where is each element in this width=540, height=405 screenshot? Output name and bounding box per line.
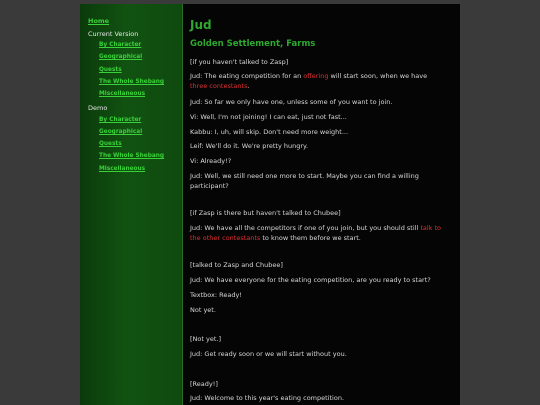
nav-current-geographical[interactable]: Geographical xyxy=(99,54,143,60)
page-frame xyxy=(80,4,460,405)
dialogue-line: Vi: Already!? xyxy=(190,157,232,165)
talk-to-contestants-link[interactable]: talk to the other contestants xyxy=(190,224,442,242)
nav-demo-miscellaneous[interactable]: Miscellaneous xyxy=(99,166,146,172)
dialogue-line: Jud: Well, we still need one more to start. Maybe you can find a willing participant? xyxy=(190,172,419,190)
page-subtitle: Golden Settlement, Farms xyxy=(190,39,316,49)
nav-current-quests[interactable]: Quests xyxy=(99,67,122,73)
dialogue-line: Leif: We'll do it. We're pretty hungry. xyxy=(190,142,309,150)
nav-demo-by-character[interactable]: By Character xyxy=(99,117,142,123)
page-title: Jud xyxy=(190,18,212,32)
dialogue-line: Jud: We have everyone for the eating competition, are you ready to start? xyxy=(190,276,431,284)
three-contestants-link[interactable]: three contestants xyxy=(190,81,248,90)
dialogue-line: [Not yet.] xyxy=(190,335,221,343)
dialogue-line: [if Zasp is there but haven't talked to Chubee] xyxy=(190,209,341,217)
dialogue-line: [Ready!] xyxy=(190,380,218,388)
dialogue-line: [talked to Zasp and Chubee] xyxy=(190,261,283,269)
main-content xyxy=(183,4,460,405)
dialogue-line: Textbox: Ready! xyxy=(190,291,242,299)
sidebar-nav xyxy=(80,4,183,405)
nav-current-whole-shebang[interactable]: The Whole Shebang xyxy=(99,79,165,85)
dialogue-line: Jud: Get ready soon or we will start without you. xyxy=(190,350,347,358)
offering-link[interactable]: offering xyxy=(303,72,329,80)
nav-home-link[interactable]: Home xyxy=(88,17,110,25)
nav-demo-whole-shebang[interactable]: The Whole Shebang xyxy=(99,153,165,159)
dialogue-line: Not yet. xyxy=(190,306,216,314)
dialogue-line: Jud: Welcome to this year's eating competition. xyxy=(190,394,345,402)
dialogue-line: Vi: Well, I'm not joining! I can eat, just not fast... xyxy=(190,113,347,121)
dialogue-line: Kabbu: I, uh, will skip. Don't need more weight... xyxy=(190,128,349,136)
dialogue-line: Jud: We have all the competitors if one of you join, but you should still talk to the other contestants to know them before we start. xyxy=(190,224,442,242)
dialogue-line: [if you haven't talked to Zasp] xyxy=(190,58,289,66)
nav-current-miscellaneous[interactable]: Miscellaneous xyxy=(99,91,146,97)
dialogue-line: Jud: The eating competition for an offering will start soon, when we have three contestants. xyxy=(190,72,428,90)
nav-section-demo: Demo xyxy=(88,104,108,112)
nav-current-by-character[interactable]: By Character xyxy=(99,42,142,48)
nav-demo-quests[interactable]: Quests xyxy=(99,141,122,147)
dialogue-line: Jud: So far we only have one, unless some of you want to join. xyxy=(190,98,393,106)
nav-section-current-version: Current Version xyxy=(88,30,139,38)
nav-demo-geographical[interactable]: Geographical xyxy=(99,129,143,135)
